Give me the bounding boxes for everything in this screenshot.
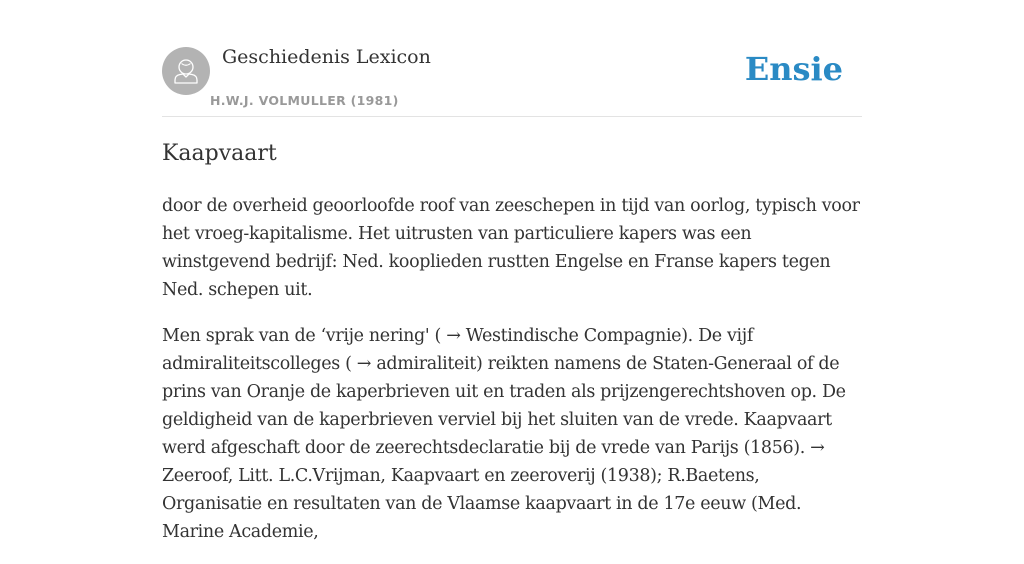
book-title[interactable]: Geschiedenis Lexicon: [222, 46, 431, 68]
header: [162, 0, 862, 117]
book-author: H.W.J. VOLMULLER (1981): [210, 93, 399, 108]
avatar[interactable]: [162, 47, 210, 95]
ensie-logo[interactable]: Ensie: [744, 50, 843, 88]
entry-title: Kaapvaart: [162, 141, 277, 166]
entry-paragraph: door de overheid geoorloofde roof van zeeschepen in tijd van oorlog, typisch voor het vroeg-kapitalisme. Het uitrusten van particuliere kapers was een winstgevend bedrijf: Ned. kooplieden rustten Engelse en Franse kapers tegen Ned. schepen uit.: [162, 196, 860, 300]
user-icon: [162, 47, 210, 95]
entry-paragraph: Men sprak van de ‘vrije nering' ( → Westindische Compagnie). De vijf admiraliteitscolleges ( → admiraliteit) reikten namens de Staten-Generaal of de prins van Oranje de kaperbrieven uit en traden als prijzengerechtshoven op. De geldigheid van de kaperbrieven verviel bij het sluiten van de vrede. Kaapvaart werd afgeschaft door de zeerechtsdeclaratie bij de vrede van Parijs (1856). → Zeeroof, Litt. L.C.Vrijman, Kaapvaart en zeeroverij (1938); R.Baetens, Organisatie en resultaten van de Vlaamse kaapvaart in de 17e eeuw (Med. Marine Academie,: [162, 326, 846, 542]
page: [162, 0, 862, 542]
entry-body: [162, 192, 862, 564]
